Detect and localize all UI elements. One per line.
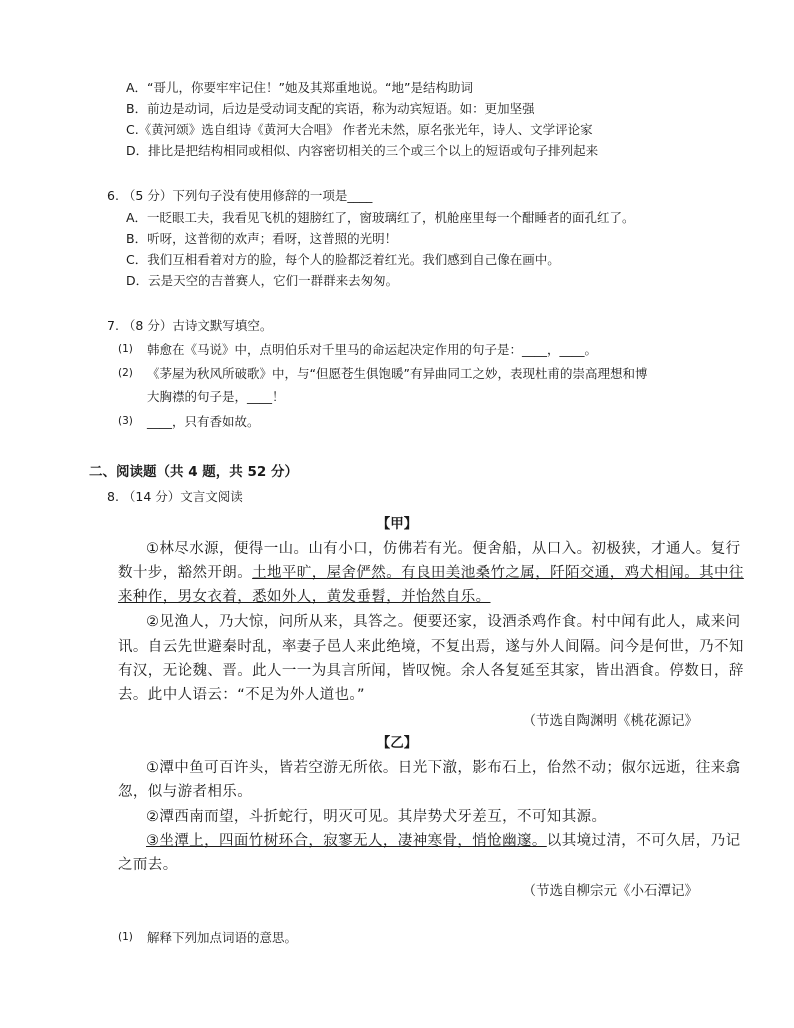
q6-stem: 6. （5 分）下列句子没有使用修辞的一项是____ [107, 188, 373, 203]
q8-stem: 8. （14 分）文言文阅读 [107, 489, 243, 504]
passage-jia-line-5: 讯。自云先世避秦时乱，率妻子邑人来此绝境，不复出焉，遂与外人间隔。问今是何世，乃不知 [118, 639, 744, 655]
passage-jia-line-7: 去。此中人语云：“不足为外人道也。” [118, 687, 365, 703]
passage-yi-line-4 [146, 829, 741, 850]
q6-option-a: A．一眨眼工夫，我看见飞机的翅膀红了，窗玻璃红了，机舱座里每一个酣睡者的面孔红了。 [126, 210, 635, 225]
q7-item-1: 韩愈在《马说》中，点明伯乐对千里马的命运起决定作用的句子是：____，____。 [147, 342, 598, 357]
passage-jia-line-2a: 数十步，豁然开朗。 [118, 565, 253, 581]
q7-item-3-num: (3) [118, 415, 133, 427]
passage-jia-line-2 [118, 561, 744, 582]
passage-yi-line-4b: 以其境过清，不可久居，乃记 [546, 833, 741, 849]
q5-option-d: D．排比是把结构相同或相似、内容密切相关的三个或三个以上的短语或句子排列起来 [126, 143, 599, 158]
passage-jia-underlined-1: 土地平旷，屋舍俨然。有良田美池桑竹之属，阡陌交通，鸡犬相闻。其中往 [252, 565, 744, 581]
q7-stem: 7. （8 分）古诗文默写填空。 [107, 318, 273, 333]
q7-item-1-num: (1) [118, 343, 133, 355]
passage-jia-line-1: ①林尽水源，便得一山。山有小口，仿佛若有光。便舍船，从口入。初极狭，才通人。复行 [146, 541, 741, 557]
passage-yi-line-1: ①潭中鱼可百许头，皆若空游无所依。日光下澈，影布石上，佁然不动；俶尔远逝，往来翕 [146, 760, 741, 776]
q6-option-c: C．我们互相看着对方的脸，每个人的脸都泛着红光。我们感到自己像在画中。 [126, 252, 560, 267]
passage-yi-line-2: 忽，似与游者相乐。 [118, 784, 253, 800]
q8-sub-1-num: (1) [118, 931, 133, 943]
passage-yi-line-5: 之而去。 [118, 857, 178, 873]
q7-item-2-num: (2) [118, 367, 133, 379]
passage-yi-line-3: ②潭西南而望，斗折蛇行，明灭可见。其岸势犬牙差互，不可知其源。 [146, 809, 607, 825]
passage-jia-title: 【甲】 [376, 516, 418, 532]
section-2-heading: 二、阅读题（共 4 题，共 52 分） [89, 464, 298, 480]
q5-option-a: A．“哥儿，你要牢牢记住！”她及其郑重地说。“地”是结构助词 [126, 80, 473, 95]
passage-yi-source: （节选自柳宗元《小石潭记》 [522, 883, 698, 899]
q6-option-b: B．听呀，这普彻的欢声；看呀，这普照的光明！ [126, 231, 398, 246]
passage-yi-underlined: ③坐潭上，四面竹树环合，寂寥无人，凄神寒骨，悄怆幽邃。 [146, 833, 547, 849]
passage-yi-title: 【乙】 [376, 735, 418, 751]
passage-jia-line-3: 来种作，男女衣着，悉如外人，黄发垂髫，并怡然自乐。 [118, 589, 491, 605]
passage-jia-source: （节选自陶渊明《桃花源记》 [522, 713, 698, 729]
q5-option-b: B．前边是动词，后边是受动词支配的宾语，称为动宾短语。如：更加坚强 [126, 101, 535, 116]
q6-option-d: D．云是天空的吉普赛人，它们一群群来去匆匆。 [126, 273, 399, 288]
passage-jia-line-4: ②见渔人，乃大惊，问所从来，具答之。便要还家，设酒杀鸡作食。村中闻有此人，咸来问 [146, 614, 741, 630]
passage-jia-line-6: 有汉，无论魏、晋。此人一一为具言所闻，皆叹惋。余人各复延至其家，皆出酒食。停数日，辞 [118, 663, 744, 679]
q7-item-2: 《茅屋为秋风所破歌》中，与“但愿苍生俱饱暖”有异曲同工之妙，表现杜甫的崇高理想和博 [147, 366, 648, 381]
q8-sub-1: 解释下列加点词语的意思。 [147, 930, 298, 945]
q5-option-c: C.《黄河颂》选自组诗《黄河大合唱》 作者光未然，原名张光年，诗人、文学评论家 [126, 122, 593, 137]
q7-item-2-cont: 大胸襟的句子是，____！ [147, 389, 285, 404]
q7-item-3: ____，只有香如故。 [147, 414, 260, 429]
